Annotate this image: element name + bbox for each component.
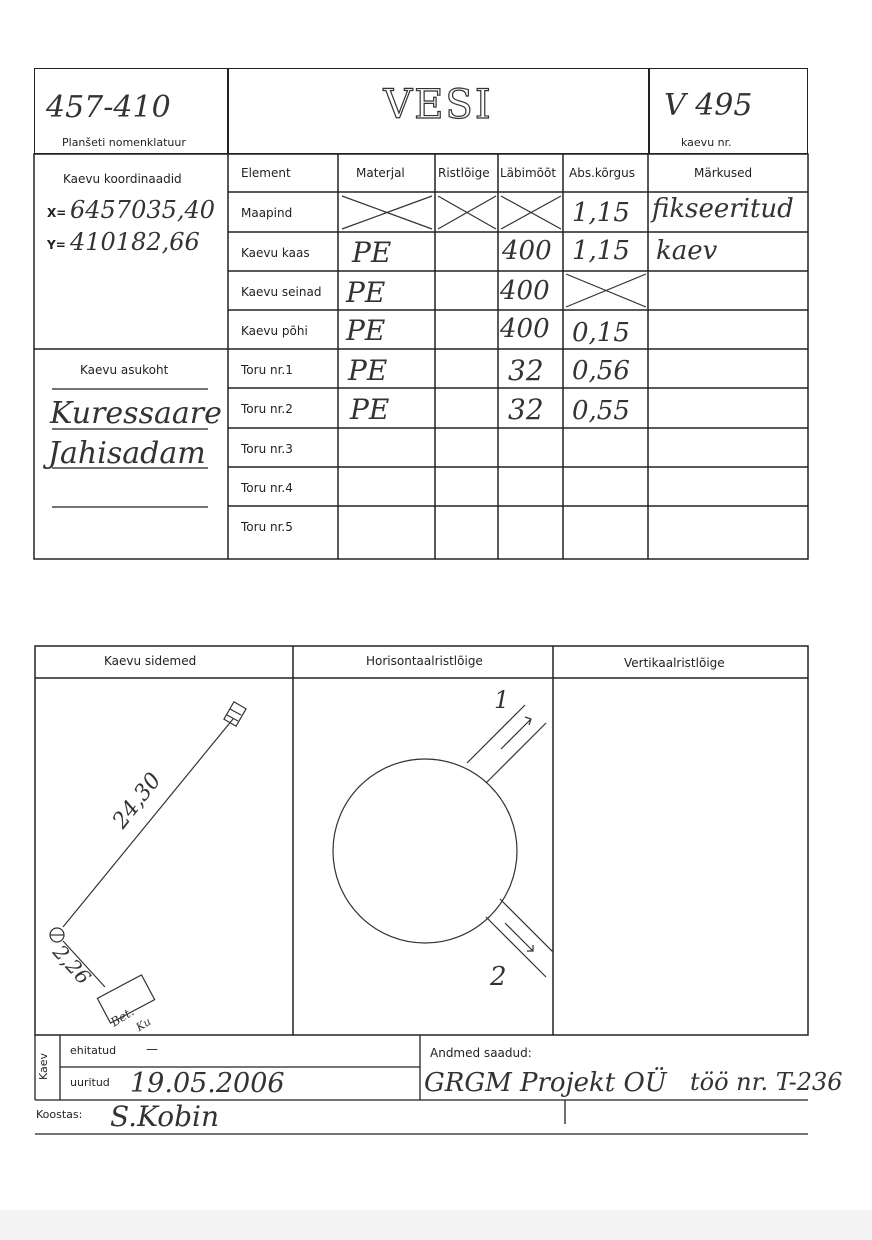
cell-diameter-toru-1: 32 (508, 354, 544, 387)
cell-abs-kaevu-pohi: 0,15 (572, 318, 630, 348)
built-label: ehitatud (70, 1044, 117, 1057)
cell-diameter-kaevu-kaas: 400 (502, 236, 552, 266)
horizontal-section-label: Horisontaalristlõige (366, 654, 483, 668)
cell-diameter-kaevu-seinad: 400 (500, 276, 550, 306)
col-header-notes: Märkused (694, 166, 753, 180)
cell-diameter-kaevu-pohi: 400 (500, 314, 550, 344)
row-element-kaevu-pohi: Kaevu põhi (241, 324, 308, 338)
row-element-toru-1: Toru nr.1 (241, 363, 293, 377)
surveyed-label: uuritud (70, 1076, 110, 1089)
coord-x-value: 6457035,40 (70, 196, 216, 224)
row-element-toru-4: Toru nr.4 (241, 481, 293, 495)
pipe-1-label: 1 (494, 686, 510, 714)
coord-x-prefix: X= (47, 206, 67, 220)
well-number-label: kaevu nr. (681, 136, 732, 149)
vertical-section-label: Vertikaalristlõige (624, 656, 725, 670)
location-label: Kaevu asukoht (80, 363, 169, 377)
built-value: — (146, 1042, 158, 1056)
compiled-value: S.Kobin (110, 1100, 220, 1133)
row-element-toru-2: Toru nr.2 (241, 402, 293, 416)
cell-material-kaevu-seinad: PE (346, 276, 386, 309)
row-element-maapind: Maapind (241, 206, 293, 220)
source-label: Andmed saadud: (430, 1046, 532, 1060)
surveyed-value: 19.05.2006 (130, 1068, 285, 1099)
cell-abs-maapind: 1,15 (572, 198, 630, 228)
location-line-1: Kuressaare (50, 396, 222, 431)
cell-abs-toru-1: 0,56 (572, 356, 630, 386)
cell-material-toru-2: PE (350, 393, 390, 426)
scan-edge (0, 1210, 872, 1240)
row-element-kaevu-kaas: Kaevu kaas (241, 246, 310, 260)
footer-side-label: Kaev (37, 1052, 51, 1081)
sheet-nomenclature-label: Planšeti nomenklatuur (62, 136, 186, 149)
row-element-toru-5: Toru nr.5 (241, 520, 293, 534)
cell-note-maapind: fikseeritud (652, 194, 794, 224)
source-value: GRGM Projekt OÜ (424, 1068, 667, 1098)
building-label-2: Ku (133, 1014, 154, 1035)
work-number: töö nr. T-236 (690, 1068, 843, 1096)
col-header-abs-height: Abs.kõrgus (569, 166, 635, 180)
well-number: V 495 (664, 88, 753, 123)
coord-y-value: 410182,66 (70, 228, 200, 256)
col-header-diameter: Läbimõõt (500, 166, 557, 180)
cell-material-toru-1: PE (348, 354, 388, 387)
col-header-section: Ristlõige (438, 166, 490, 180)
coordinates-label: Kaevu koordinaadid (63, 172, 182, 186)
cell-note-kaevu-kaas: kaev (656, 236, 718, 266)
compiled-label: Koostas: (36, 1108, 83, 1121)
building-label-1: Bet. (108, 1004, 137, 1030)
col-header-element: Element (241, 166, 291, 180)
cell-material-kaevu-pohi: PE (346, 314, 386, 347)
cell-material-kaevu-kaas: PE (352, 236, 392, 269)
page-title: VESI (383, 82, 493, 128)
cell-diameter-toru-2: 32 (508, 393, 544, 426)
coord-y-prefix: Y= (47, 238, 66, 252)
cell-abs-toru-2: 0,55 (572, 396, 630, 426)
sheet-nomenclature: 457-410 (46, 90, 171, 125)
tie-short-label: 2,26 (48, 940, 96, 990)
tie-distance-label: 24,30 (108, 768, 167, 834)
row-element-kaevu-seinad: Kaevu seinad (241, 285, 322, 299)
pipe-2-label: 2 (490, 962, 507, 992)
cell-abs-kaevu-kaas: 1,15 (572, 236, 630, 266)
ties-label: Kaevu sidemed (104, 654, 197, 668)
col-header-material: Materjal (356, 166, 405, 180)
location-line-2: Jahisadam (48, 436, 206, 471)
row-element-toru-3: Toru nr.3 (241, 442, 293, 456)
